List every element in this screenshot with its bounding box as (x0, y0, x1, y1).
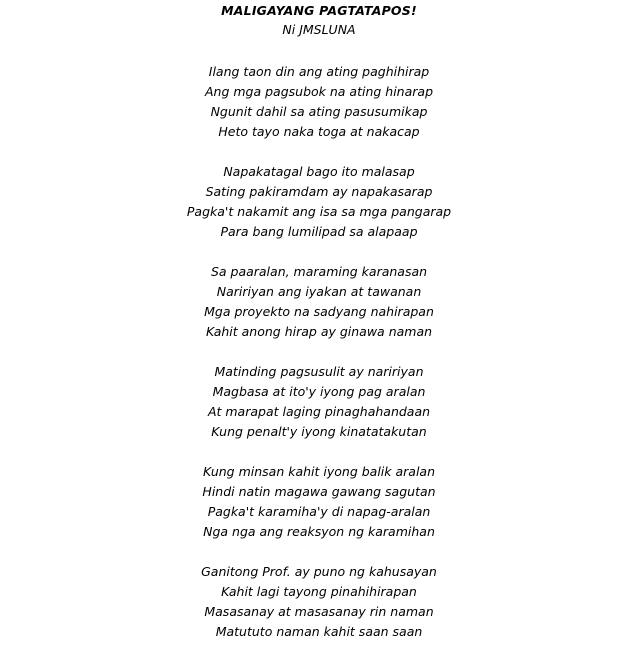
poem-line: Naririyan ang iyakan at tawanan (216, 284, 422, 299)
poem-line: Pagka't nakamit ang isa sa mga pangarap (186, 204, 452, 219)
poem-line: Kahit anong hirap ay ginawa naman (205, 324, 433, 339)
stanza-4 (0, 362, 638, 442)
poem-line: Ilang taon din ang ating paghihirap (208, 64, 430, 79)
stanza-1 (0, 62, 638, 142)
poem-line: Pagka't karamiha'y di napag-aralan (207, 504, 431, 519)
poem-line: Kahit lagi tayong pinahihirapan (221, 584, 417, 599)
stanza-5 (0, 462, 638, 542)
poem-line: Sating pakiramdam ay napakasarap (205, 184, 433, 199)
poem-line: Matinding pagsusulit ay naririyan (214, 364, 424, 379)
poem-line: Magbasa at ito'y iyong pag aralan (212, 384, 426, 399)
poem-line: Para bang lumilipad sa alapaap (220, 224, 418, 239)
poem-line: At marapat laging pinaghahandaan (207, 404, 431, 419)
poem-line: Ganitong Prof. ay puno ng kahusayan (201, 564, 437, 579)
poem-line: Ang mga pagsubok na ating hinarap (204, 84, 433, 99)
poem-line: Ngunit dahil sa ating pasusumikap (210, 104, 428, 119)
poem-line: Kung penalt'y iyong kinatatakutan (211, 424, 427, 439)
poem-line: Heto tayo naka toga at nakacap (218, 124, 420, 139)
poem-author: Ni JMSLUNA (282, 22, 356, 37)
poem-line: Matututo naman kahit saan saan (215, 624, 423, 639)
poem-body (0, 62, 638, 662)
stanza-3 (0, 262, 638, 342)
poem-line: Hindi natin magawa gawang sagutan (202, 484, 436, 499)
poem-line: Mga proyekto na sadyang nahirapan (204, 304, 434, 319)
stanza-6 (0, 562, 638, 642)
poem-line: Masasanay at masasanay rin naman (204, 604, 434, 619)
stanza-2 (0, 162, 638, 242)
poem-line: Kung minsan kahit iyong balik aralan (202, 464, 436, 479)
poem-line: Napakatagal bago ito malasap (223, 164, 415, 179)
poem-line: Nga nga ang reaksyon ng karamihan (203, 524, 435, 539)
poem-line: Sa paaralan, maraming karanasan (210, 264, 428, 279)
poem-title: MALIGAYANG PAGTATAPOS! (221, 3, 417, 18)
